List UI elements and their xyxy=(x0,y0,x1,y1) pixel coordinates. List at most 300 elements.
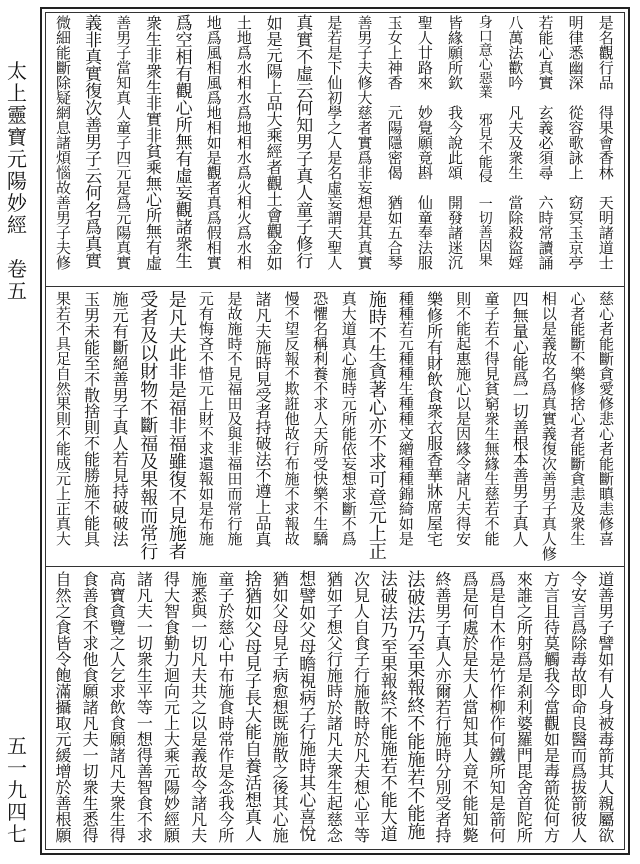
glyph: 智 xyxy=(164,602,181,621)
glyph: 真 xyxy=(85,235,103,255)
glyph: 爲 xyxy=(116,194,132,212)
glyph: 善 xyxy=(541,470,557,488)
glyph: 義 xyxy=(538,119,554,137)
glyph: 恚 xyxy=(570,485,586,503)
glyph: 玉 xyxy=(387,14,403,32)
glyph: 土 xyxy=(236,14,252,32)
glyph: 元 xyxy=(55,730,72,749)
glyph: 真 xyxy=(85,48,103,68)
glyph: 知 xyxy=(462,810,479,829)
glyph: 夫 xyxy=(462,666,479,685)
glyph: 根 xyxy=(512,434,529,453)
glyph: 修 xyxy=(570,380,586,398)
glyph: 緩 xyxy=(55,746,72,765)
glyph: 非 xyxy=(227,440,243,458)
glyph: 不 xyxy=(227,350,243,368)
glyph: 除 xyxy=(55,74,71,92)
glyph: 食 xyxy=(427,386,444,405)
glyph: 生 xyxy=(484,425,500,443)
glyph: 他 xyxy=(284,410,300,428)
glyph: 長 xyxy=(244,689,262,709)
glyph: 喜 xyxy=(299,808,317,828)
glyph: 彼 xyxy=(571,810,588,829)
glyph: 法 xyxy=(255,450,272,469)
glyph: 求 xyxy=(368,452,387,473)
glyph: 不 xyxy=(296,48,314,68)
glyph: 妄 xyxy=(357,179,373,197)
glyph: 自 xyxy=(244,740,262,760)
glyph: 大 xyxy=(341,305,357,323)
glyph: 果 xyxy=(380,655,398,675)
glyph: 火 xyxy=(236,209,252,227)
glyph: 上 xyxy=(255,498,272,517)
glyph: 發 xyxy=(448,209,464,227)
glyph: 來 xyxy=(516,570,533,589)
glyph: 是 xyxy=(462,586,479,605)
glyph: 生 xyxy=(326,778,343,797)
text-column xyxy=(354,16,377,282)
glyph: 破 xyxy=(407,588,426,609)
glyph: 安 xyxy=(571,586,588,605)
glyph: 如 xyxy=(198,485,214,503)
glyph: 諸 xyxy=(456,470,472,488)
glyph: 斷 xyxy=(341,500,357,518)
glyph: 猶 xyxy=(326,570,343,589)
glyph: 人 xyxy=(244,825,262,845)
margin-page-number-char: 九 xyxy=(7,778,27,802)
glyph: 所 xyxy=(427,322,444,341)
glyph: 夫 xyxy=(191,666,208,685)
glyph: 爲 xyxy=(175,14,193,34)
glyph: 得 xyxy=(164,570,181,589)
glyph: 所 xyxy=(145,206,162,225)
glyph xyxy=(475,184,497,198)
glyph: 真 xyxy=(255,530,272,549)
glyph: 諸 xyxy=(255,290,272,309)
glyph: 慈 xyxy=(218,618,235,637)
text-column xyxy=(509,292,532,562)
glyph: 惱 xyxy=(55,164,71,182)
text-column xyxy=(203,16,226,282)
glyph: 屋 xyxy=(427,514,444,533)
text-column xyxy=(432,572,455,846)
text-column xyxy=(242,572,265,846)
glyph xyxy=(475,100,497,114)
glyph: 瞻 xyxy=(299,655,317,675)
glyph: 隱 xyxy=(387,134,403,152)
glyph: 福 xyxy=(168,398,187,419)
glyph: 覽 xyxy=(109,618,126,637)
text-column xyxy=(568,572,591,846)
glyph: 地 xyxy=(206,104,222,122)
glyph: 覺 xyxy=(417,119,433,137)
glyph: 得 xyxy=(598,104,614,122)
glyph: 知 xyxy=(116,74,132,92)
glyph: 布 xyxy=(218,666,235,685)
glyph: 經 xyxy=(164,810,181,829)
glyph: 明 xyxy=(568,14,584,32)
glyph: 自 xyxy=(489,602,506,621)
glyph: 元 xyxy=(164,762,181,781)
glyph: 法 xyxy=(407,570,426,591)
glyph: 諸 xyxy=(598,224,614,242)
text-column xyxy=(82,16,105,282)
glyph: 實 xyxy=(206,254,222,272)
glyph: 四 xyxy=(512,290,529,309)
glyph: 行 xyxy=(140,542,159,563)
glyph: 貧 xyxy=(145,142,162,161)
glyph: 欽 xyxy=(448,74,464,92)
glyph: 虛 xyxy=(296,65,314,85)
glyph: 布 xyxy=(284,455,300,473)
glyph: 果 xyxy=(55,395,71,413)
glyph: 凡 xyxy=(456,485,472,503)
glyph: 持 xyxy=(255,418,272,437)
glyph: 乃 xyxy=(380,621,398,641)
glyph: 箭 xyxy=(598,746,615,765)
text-column xyxy=(161,572,184,846)
glyph: 凡 xyxy=(255,306,272,325)
glyph: 時 xyxy=(538,209,554,227)
glyph: 子 xyxy=(357,44,373,62)
text-column xyxy=(566,292,589,562)
glyph: 方 xyxy=(544,570,561,589)
glyph: 人 xyxy=(598,682,615,701)
glyph: 子 xyxy=(598,618,615,637)
glyph: 爲 xyxy=(512,370,529,389)
glyph: 受 xyxy=(435,794,452,813)
glyph: 施 xyxy=(168,524,187,545)
glyph: 毒 xyxy=(571,650,588,669)
glyph: 斃 xyxy=(462,826,479,845)
glyph: 於 xyxy=(354,730,371,749)
glyph: 法 xyxy=(407,606,426,627)
glyph: 於 xyxy=(218,602,235,621)
glyph: 諸 xyxy=(136,570,153,589)
glyph: 時 xyxy=(326,682,343,701)
glyph: 瞋 xyxy=(598,485,614,503)
glyph: 爲 xyxy=(85,218,103,238)
glyph: 童 xyxy=(417,209,433,227)
glyph: 所 xyxy=(341,410,357,428)
glyph: 觀 xyxy=(175,82,193,102)
glyph: 爲 xyxy=(236,164,252,182)
glyph: 施 xyxy=(368,290,387,311)
text-column xyxy=(223,292,246,562)
glyph: 慈 xyxy=(484,485,500,503)
glyph: 者 xyxy=(140,308,159,329)
glyph: 沉 xyxy=(448,254,464,272)
glyph: 元 xyxy=(198,380,214,398)
glyph: 量 xyxy=(512,322,529,341)
glyph: 福 xyxy=(227,455,243,473)
text-column xyxy=(173,16,196,282)
glyph: 施 xyxy=(341,365,357,383)
glyph: 若 xyxy=(484,500,500,518)
glyph: 相 xyxy=(236,254,252,272)
glyph: 時 xyxy=(255,354,272,373)
glyph: 香 xyxy=(598,149,614,167)
glyph: 見 xyxy=(255,370,272,389)
glyph: 求 xyxy=(82,634,99,653)
glyph: 捨 xyxy=(244,570,262,590)
glyph: 是 xyxy=(227,290,243,308)
glyph: 誦 xyxy=(538,254,554,272)
glyph: 乃 xyxy=(407,624,426,645)
glyph: 施 xyxy=(354,682,371,701)
glyph: 爲 xyxy=(236,224,252,242)
glyph: 觀 xyxy=(266,174,283,193)
glyph: 玉 xyxy=(84,290,101,309)
glyph: 不 xyxy=(84,434,101,453)
text-column xyxy=(474,16,497,282)
glyph: 凡 xyxy=(136,586,153,605)
glyph: 名 xyxy=(313,320,329,338)
glyph: 食 xyxy=(218,698,235,717)
glyph: 見 xyxy=(244,655,262,675)
text-panel-bottom xyxy=(52,572,618,846)
glyph: 本 xyxy=(512,450,529,469)
glyph: 男 xyxy=(357,29,373,47)
glyph: 故 xyxy=(55,179,71,197)
glyph: 聖 xyxy=(417,14,433,32)
glyph: 者 xyxy=(357,119,373,137)
glyph: 不 xyxy=(368,326,387,347)
glyph: 是 xyxy=(516,666,533,685)
glyph: 能 xyxy=(341,425,357,443)
glyph: 想 xyxy=(341,470,357,488)
glyph: 地 xyxy=(236,119,252,137)
glyph: 斷 xyxy=(598,350,614,368)
glyph: 男 xyxy=(84,306,101,325)
glyph: 子 xyxy=(116,134,132,152)
glyph: 種 xyxy=(398,305,414,323)
glyph: 窈 xyxy=(568,194,584,212)
glyph: 大 xyxy=(55,530,71,548)
glyph: 所 xyxy=(448,59,464,77)
glyph: 福 xyxy=(227,380,243,398)
glyph: 相 xyxy=(206,119,222,137)
glyph: 被 xyxy=(598,714,615,733)
glyph: 如 xyxy=(598,650,615,669)
glyph: 大 xyxy=(164,730,181,749)
glyph: 施 xyxy=(272,730,289,749)
glyph: 不 xyxy=(456,305,472,323)
glyph: 子 xyxy=(541,500,557,518)
glyph: 相 xyxy=(206,59,222,77)
glyph: 若 xyxy=(380,757,398,777)
glyph: 父 xyxy=(299,621,317,641)
glyph: 從 xyxy=(544,794,561,813)
glyph: 子 xyxy=(296,218,314,238)
glyph: 元 xyxy=(266,46,283,65)
glyph: 今 xyxy=(448,119,464,137)
glyph: 錦 xyxy=(398,485,414,503)
glyph: 爲 xyxy=(206,29,222,47)
glyph: 施 xyxy=(326,666,343,685)
glyph: 非 xyxy=(145,126,162,145)
glyph: 別 xyxy=(435,778,452,797)
glyph: 種 xyxy=(398,455,414,473)
glyph: 求 xyxy=(284,500,300,518)
glyph: 非 xyxy=(168,416,187,437)
glyph: 云 xyxy=(85,167,103,187)
glyph: 能 xyxy=(512,354,529,373)
glyph: 不 xyxy=(313,380,329,398)
glyph: 不 xyxy=(570,350,586,368)
glyph: 品 xyxy=(255,514,272,533)
glyph: 乘 xyxy=(145,158,162,177)
glyph: 所 xyxy=(313,440,329,458)
text-panel-middle xyxy=(52,292,618,562)
glyph: 至 xyxy=(407,642,426,663)
glyph: 一 xyxy=(191,618,208,637)
glyph: 凡 xyxy=(508,104,524,122)
glyph: 心 xyxy=(341,350,357,368)
text-column xyxy=(309,292,332,562)
glyph: 乘 xyxy=(266,126,283,145)
glyph: 諸 xyxy=(82,698,99,717)
glyph: 是 xyxy=(598,14,614,32)
glyph: 生 xyxy=(109,810,126,829)
text-column xyxy=(269,572,292,846)
glyph: 衆 xyxy=(82,778,99,797)
glyph: 爲 xyxy=(489,570,506,589)
glyph: 諸 xyxy=(191,794,208,813)
glyph: 受 xyxy=(140,290,159,311)
glyph: 悉 xyxy=(568,44,584,62)
text-column xyxy=(595,572,618,846)
glyph: 非 xyxy=(85,31,103,51)
glyph: 施 xyxy=(380,740,398,760)
glyph: 報 xyxy=(380,672,398,692)
glyph: 爲 xyxy=(571,618,588,637)
glyph: 念 xyxy=(326,826,343,845)
glyph: 毘 xyxy=(516,762,533,781)
glyph: 誰 xyxy=(516,586,533,605)
glyph: 受 xyxy=(313,455,329,473)
text-column xyxy=(106,572,129,846)
glyph: 於 xyxy=(326,698,343,717)
glyph: 實 xyxy=(85,252,103,272)
glyph: 子 xyxy=(484,305,500,323)
glyph: 種 xyxy=(398,365,414,383)
glyph: 實 xyxy=(357,134,373,152)
glyph: 母 xyxy=(272,618,289,637)
glyph: 真 xyxy=(538,59,554,77)
glyph: 觀 xyxy=(206,164,222,182)
glyph: 食 xyxy=(55,618,72,637)
glyph: 其 xyxy=(357,224,373,242)
glyph: 施 xyxy=(227,530,243,548)
glyph: 生 xyxy=(484,470,500,488)
glyph: 知 xyxy=(296,116,314,136)
glyph: 男 xyxy=(512,482,529,501)
glyph: 及 xyxy=(140,326,159,347)
glyph: 者 xyxy=(206,179,222,197)
glyph: 福 xyxy=(140,434,159,455)
glyph: 求 xyxy=(313,395,329,413)
glyph: 令 xyxy=(456,455,472,473)
glyph: 心 xyxy=(570,410,586,428)
glyph: 如 xyxy=(244,604,262,624)
text-column xyxy=(166,292,189,562)
glyph: 得 xyxy=(456,515,472,533)
glyph: 種 xyxy=(398,410,414,428)
glyph: 迴 xyxy=(164,666,181,685)
glyph: 且 xyxy=(544,602,561,621)
glyph: 其 xyxy=(299,774,317,794)
glyph: 吝 xyxy=(198,335,214,353)
glyph: 實 xyxy=(538,74,554,92)
glyph: 乞 xyxy=(109,666,126,685)
glyph: 爲 xyxy=(206,209,222,227)
glyph: 妙 xyxy=(164,794,181,813)
glyph: 人 xyxy=(354,602,371,621)
glyph: 自 xyxy=(55,365,71,383)
glyph: 與 xyxy=(227,425,243,443)
glyph: 天 xyxy=(327,224,343,242)
glyph: 願 xyxy=(82,682,99,701)
glyph: 非 xyxy=(357,164,373,182)
glyph: 能 xyxy=(407,804,426,825)
glyph: 一 xyxy=(136,714,153,733)
glyph: 男 xyxy=(55,209,71,227)
glyph: 是 xyxy=(191,730,208,749)
glyph: 人 xyxy=(327,254,343,272)
glyph: 大 xyxy=(380,808,398,828)
glyph: 品 xyxy=(598,74,614,92)
glyph: 見 xyxy=(478,127,493,143)
glyph: 衆 xyxy=(570,515,586,533)
glyph: 者 xyxy=(570,425,586,443)
glyph: 想 xyxy=(136,730,153,749)
glyph: 善 xyxy=(478,225,493,241)
glyph: 上 xyxy=(198,395,214,413)
glyph: 妙 xyxy=(417,104,433,122)
glyph: 如 xyxy=(272,586,289,605)
glyph: 以 xyxy=(456,395,472,413)
glyph: 心 xyxy=(478,57,493,73)
glyph: 玄 xyxy=(538,104,554,122)
glyph: 會 xyxy=(266,206,283,225)
glyph: 名 xyxy=(327,164,343,182)
glyph: 復 xyxy=(168,470,187,491)
glyph: 京 xyxy=(568,239,584,257)
glyph: 息 xyxy=(55,119,71,137)
glyph: 天 xyxy=(313,425,329,443)
glyph: 夫 xyxy=(136,602,153,621)
text-column xyxy=(481,292,504,562)
glyph: 言 xyxy=(544,586,561,605)
glyph: 是 xyxy=(266,30,283,49)
glyph: 方 xyxy=(544,826,561,845)
text-column xyxy=(486,572,509,846)
glyph: 是 xyxy=(489,650,506,669)
glyph: 還 xyxy=(198,455,214,473)
glyph: 稱 xyxy=(313,335,329,353)
glyph: 名 xyxy=(541,365,557,383)
glyph: 我 xyxy=(218,794,235,813)
glyph: 萬 xyxy=(508,29,524,47)
glyph: 令 xyxy=(55,650,72,669)
glyph: 水 xyxy=(236,89,252,107)
glyph: 飲 xyxy=(427,370,444,389)
glyph: 是 xyxy=(206,149,222,167)
glyph: 能 xyxy=(84,338,101,357)
glyph: 何 xyxy=(489,826,506,845)
glyph: 即 xyxy=(571,682,588,701)
